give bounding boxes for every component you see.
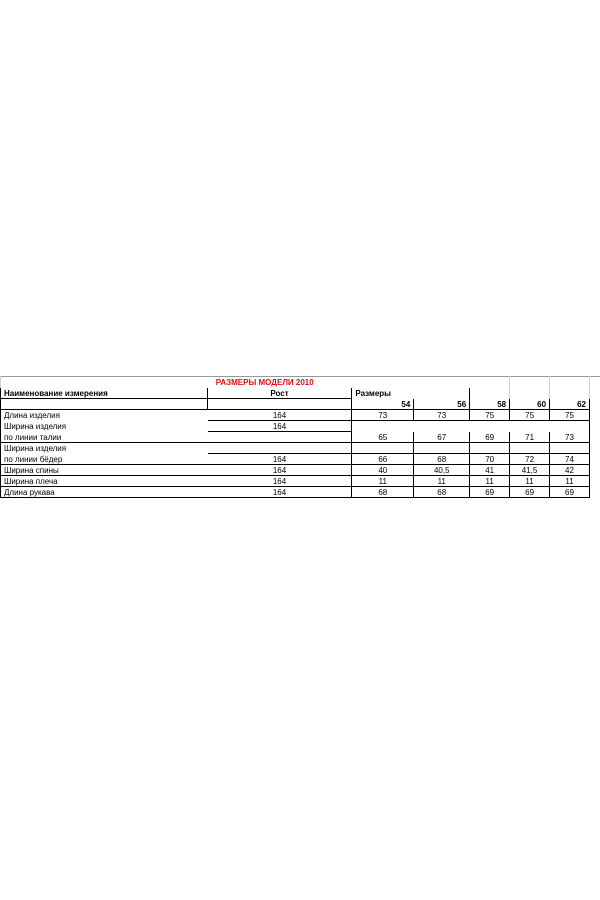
height-cell bbox=[207, 443, 352, 454]
table-row bbox=[1, 454, 600, 465]
value-cell: 71 bbox=[510, 432, 550, 443]
value-cell: 42 bbox=[550, 465, 590, 476]
spreadsheet bbox=[0, 366, 600, 536]
measurement-header: Наименование измерения bbox=[1, 388, 208, 399]
table-title: РАЗМЕРЫ МОДЕЛИ 2010 bbox=[215, 377, 314, 387]
height-cell bbox=[207, 432, 352, 443]
value-cell: 75 bbox=[550, 410, 590, 421]
height-header: Рост bbox=[207, 388, 352, 399]
row-label: Длина рукава bbox=[1, 487, 208, 498]
value-cell: 69 bbox=[470, 487, 510, 498]
value-cell: 11 bbox=[510, 476, 550, 487]
size-cell: 54 bbox=[352, 399, 414, 410]
value-cell: 75 bbox=[470, 410, 510, 421]
table-row bbox=[1, 487, 600, 498]
size-cell: 62 bbox=[550, 399, 590, 410]
row-label: Длина изделия bbox=[1, 410, 208, 421]
height-cell: 164 bbox=[207, 476, 352, 487]
height-cell: 164 bbox=[207, 465, 352, 476]
title-row bbox=[1, 377, 600, 388]
table-row bbox=[1, 476, 600, 487]
value-cell: 68 bbox=[414, 454, 470, 465]
value-cell: 69 bbox=[550, 487, 590, 498]
row-label: Ширина изделия bbox=[1, 443, 208, 454]
value-cell: 73 bbox=[352, 410, 414, 421]
value-cell: 72 bbox=[510, 454, 550, 465]
size-cell: 56 bbox=[414, 399, 470, 410]
size-row bbox=[1, 399, 600, 410]
height-cell: 164 bbox=[207, 487, 352, 498]
table-row bbox=[1, 465, 600, 476]
value-cell: 11 bbox=[414, 476, 470, 487]
value-cell: 40 bbox=[352, 465, 414, 476]
value-cell: 11 bbox=[352, 476, 414, 487]
value-cell: 11 bbox=[550, 476, 590, 487]
value-cell: 65 bbox=[352, 432, 414, 443]
table-row bbox=[1, 432, 600, 443]
row-label: по линии бёдер bbox=[1, 454, 208, 465]
value-cell: 11 bbox=[470, 476, 510, 487]
size-cell: 60 bbox=[510, 399, 550, 410]
table-row bbox=[1, 421, 600, 432]
row-label: Ширина спины bbox=[1, 465, 208, 476]
row-label: Ширина изделия bbox=[1, 421, 208, 432]
value-cell: 66 bbox=[352, 454, 414, 465]
value-cell: 75 bbox=[510, 410, 550, 421]
height-cell: 164 bbox=[207, 454, 352, 465]
row-label: по линии талии bbox=[1, 432, 208, 443]
table-row bbox=[1, 410, 600, 421]
value-cell: 68 bbox=[352, 487, 414, 498]
value-cell: 41 bbox=[470, 465, 510, 476]
height-cell: 164 bbox=[207, 410, 352, 421]
value-cell: 74 bbox=[550, 454, 590, 465]
value-cell: 73 bbox=[414, 410, 470, 421]
value-cell: 68 bbox=[414, 487, 470, 498]
value-cell: 69 bbox=[510, 487, 550, 498]
value-cell: 70 bbox=[470, 454, 510, 465]
size-cell: 58 bbox=[470, 399, 510, 410]
value-cell: 73 bbox=[550, 432, 590, 443]
table-row bbox=[1, 443, 600, 454]
size-table bbox=[0, 376, 600, 498]
sizes-header: Размеры bbox=[352, 388, 414, 399]
height-cell: 164 bbox=[207, 421, 352, 432]
value-cell: 40,5 bbox=[414, 465, 470, 476]
value-cell: 69 bbox=[470, 432, 510, 443]
value-cell: 67 bbox=[414, 432, 470, 443]
value-cell: 41,5 bbox=[510, 465, 550, 476]
header-row bbox=[1, 388, 600, 399]
row-label: Ширина плеча bbox=[1, 476, 208, 487]
